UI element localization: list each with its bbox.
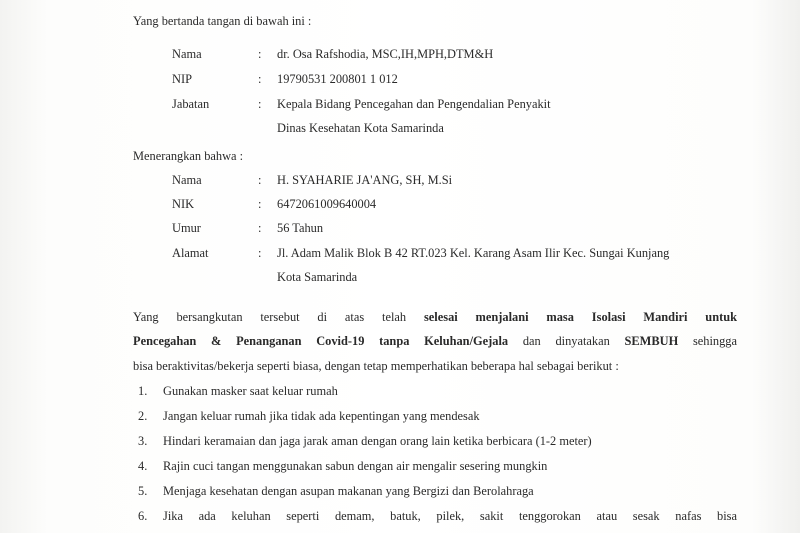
list-number: 4.	[138, 459, 148, 473]
paragraph-line-1-plain: Yang bersangkutan tersebut di atas telah	[133, 310, 424, 324]
subject-nik-colon: :	[258, 197, 262, 211]
signer-position-value: Kepala Bidang Pencegahan dan Pengendalian Penyakit	[277, 97, 551, 111]
subject-nik-label: NIK	[172, 197, 195, 211]
list-number: 6.	[138, 509, 148, 523]
subject-age-value: 56 Tahun	[277, 221, 324, 235]
list-number: 3.	[138, 434, 148, 448]
signer-nip-colon: :	[258, 72, 262, 86]
paragraph-line-1	[133, 310, 737, 325]
list-number: 2.	[138, 409, 148, 423]
paragraph-line-2-plain: dan dinyatakan	[508, 334, 625, 348]
paragraph-line-2-sembuh: SEMBUH	[624, 334, 679, 348]
paragraph-line-2-end: sehingga	[678, 334, 737, 348]
subject-name-colon: :	[258, 173, 262, 187]
signer-nip-label: NIP	[172, 72, 192, 86]
signer-name-colon: :	[258, 47, 262, 61]
statement-text: Menerangkan bahwa :	[133, 149, 244, 163]
signer-position-colon: :	[258, 97, 262, 111]
signer-position-label: Jabatan	[172, 97, 210, 111]
list-number: 5.	[138, 484, 148, 498]
subject-age-label: Umur	[172, 221, 201, 235]
subject-address-colon: :	[258, 246, 262, 260]
subject-age-colon: :	[258, 221, 262, 235]
subject-address-value-line2: Kota Samarinda	[277, 270, 358, 284]
subject-nik-value: 6472061009640004	[277, 197, 377, 211]
list-number: 1.	[138, 384, 148, 398]
paragraph-line-1-bold: selesai menjalani masa Isolasi Mandiri untuk	[423, 310, 737, 324]
paragraph-line-2	[133, 334, 737, 349]
signer-position-value-line2: Dinas Kesehatan Kota Samarinda	[277, 121, 444, 135]
signer-name-label: Nama	[172, 47, 202, 61]
subject-name-label: Nama	[172, 173, 202, 187]
intro-text: Yang bertanda tangan di bawah ini :	[133, 14, 312, 28]
subject-address-label: Alamat	[172, 246, 209, 260]
subject-name-value: H. SYAHARIE JA'ANG, SH, M.Si	[277, 173, 453, 187]
paragraph-line-2-bold: Pencegahan & Penanganan Covid-19 tanpa Keluhan/Gejala	[133, 334, 509, 348]
list-item: Jangan keluar rumah jika tidak ada kepentingan yang mendesak	[163, 409, 480, 423]
list-item: Hindari keramaian dan jaga jarak aman dengan orang lain ketika berbicara (1-2 meter)	[163, 434, 592, 448]
list-item: Jika ada keluhan seperti demam, batuk, pilek, sakit tenggorokan atau sesak nafas bisa	[163, 509, 737, 523]
list-item: Rajin cuci tangan menggunakan sabun dengan air mengalir sesering mungkin	[163, 459, 548, 473]
signer-name-value: dr. Osa Rafshodia, MSC,IH,MPH,DTM&H	[277, 47, 494, 61]
list-item: Gunakan masker saat keluar rumah	[163, 384, 338, 398]
subject-address-value: Jl. Adam Malik Blok B 42 RT.023 Kel. Karang Asam Ilir Kec. Sungai Kunjang	[277, 246, 670, 260]
signer-nip-value: 19790531 200801 1 012	[277, 72, 398, 86]
paragraph-line-3: bisa beraktivitas/bekerja seperti biasa, dengan tetap memperhatikan beberapa hal sebagai berikut :	[133, 359, 619, 373]
list-item: Menjaga kesehatan dengan asupan makanan yang Bergizi dan Berolahraga	[163, 484, 534, 498]
